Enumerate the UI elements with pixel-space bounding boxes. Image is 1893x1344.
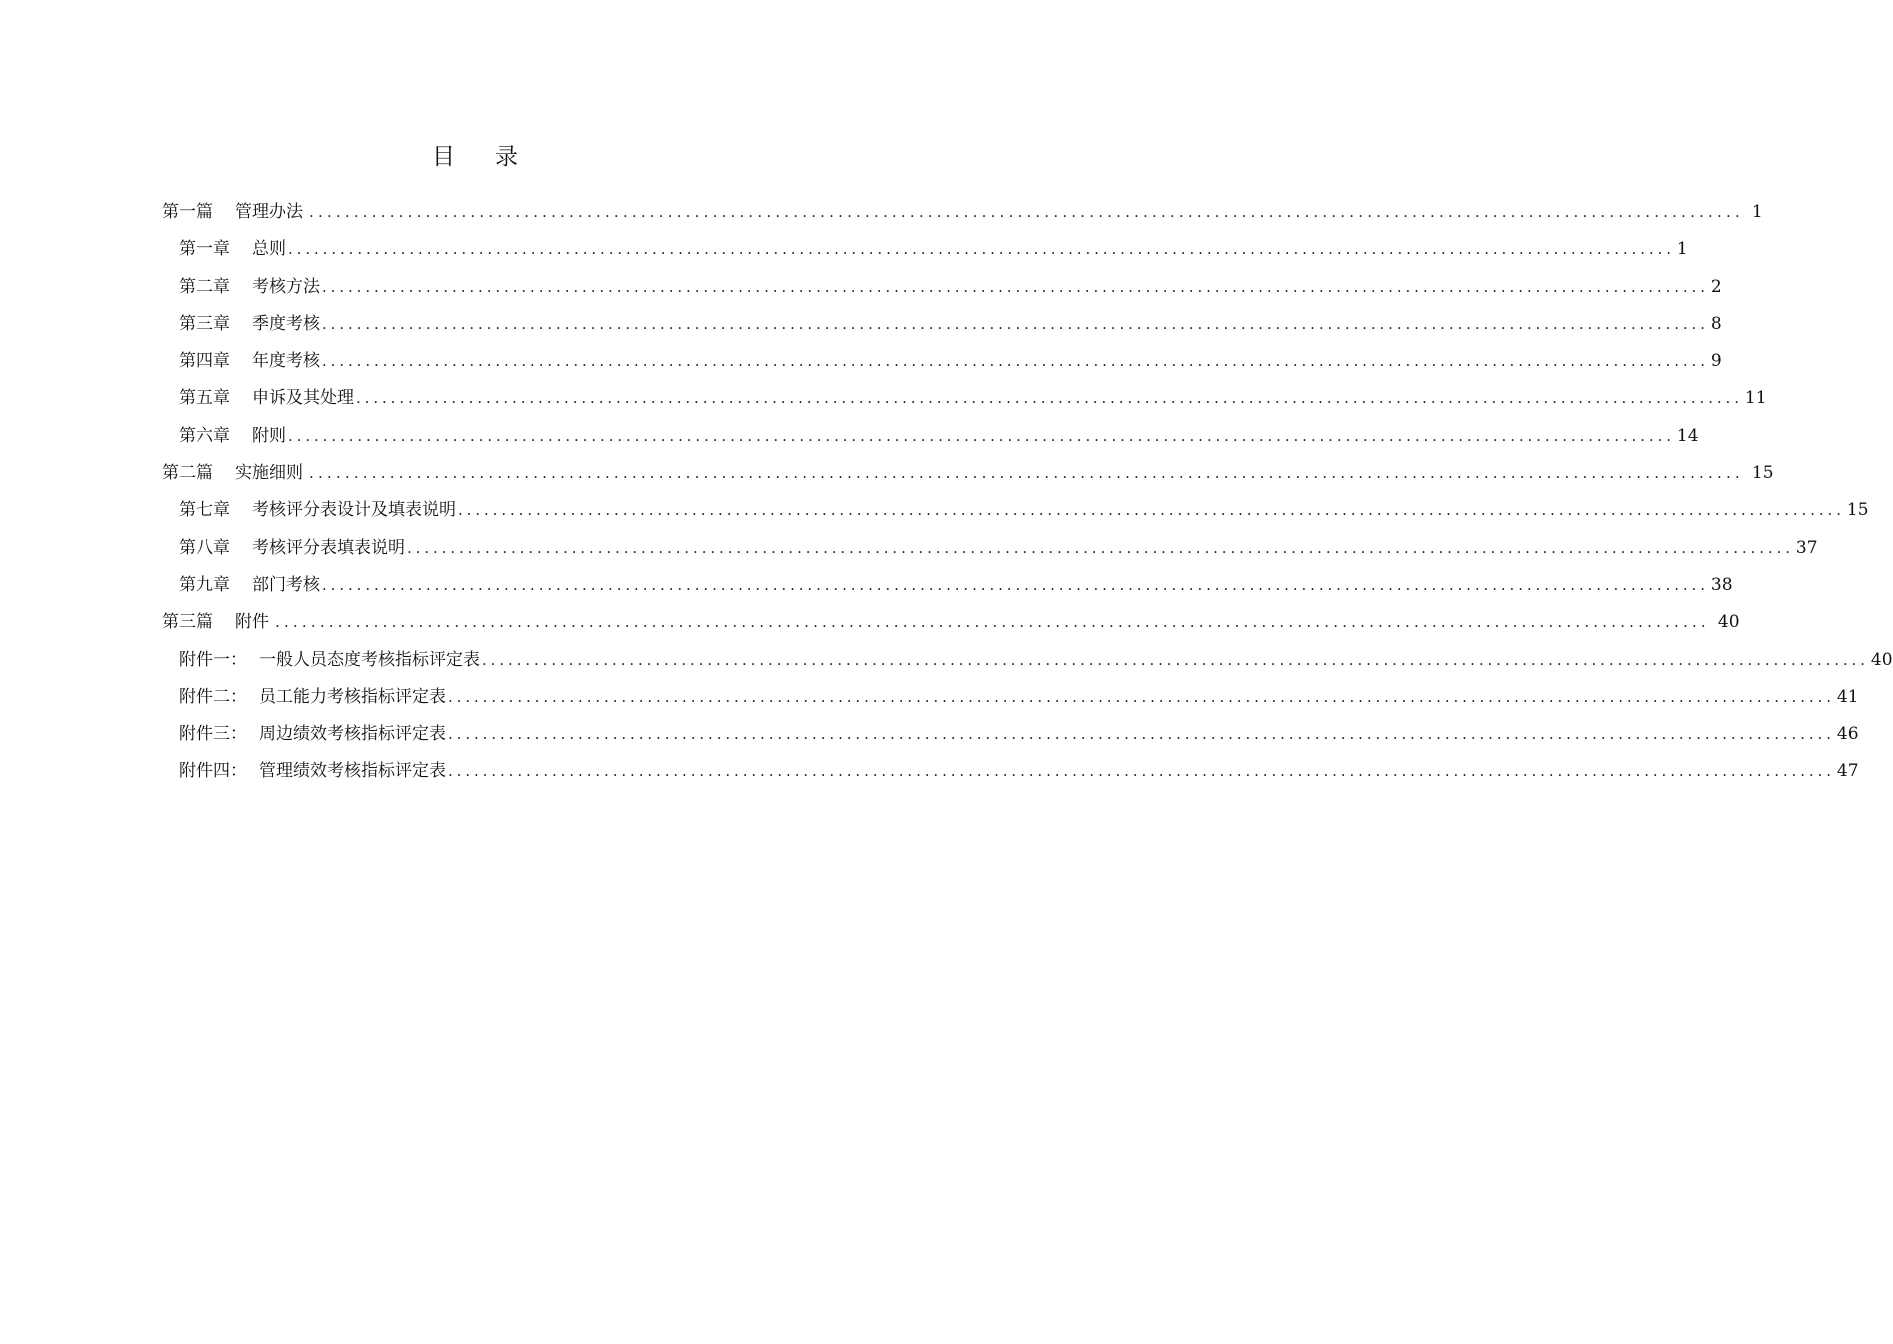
toc-entry-number: 第二章 xyxy=(179,276,230,297)
dot-leader: ................................................................................................................................................................ xyxy=(322,575,1709,594)
dot-leader: ................................................................................................................................................................ xyxy=(288,426,1675,445)
toc-entry[interactable] xyxy=(162,380,1767,417)
toc-entry-number: 第六章 xyxy=(179,425,230,446)
dot-leader: ................................................................................................................................................................ xyxy=(322,277,1709,296)
toc-entry-number: 附件一： xyxy=(179,649,247,670)
toc-entry-page: 40 xyxy=(1717,612,1740,633)
toc-list xyxy=(162,194,1893,791)
dot-leader: ................................................................................................................................................................ xyxy=(309,464,1744,483)
toc-entry[interactable] xyxy=(162,604,1740,641)
toc-title-char-2: 录 xyxy=(495,144,518,170)
toc-entry[interactable] xyxy=(162,455,1774,492)
toc-entry-number: 第九章 xyxy=(179,574,230,595)
toc-entry-page: 40 xyxy=(1870,649,1893,670)
toc-entry-page: 37 xyxy=(1795,537,1818,558)
toc-entry-number: 附件三： xyxy=(179,724,247,745)
toc-entry-label: 员工能力考核指标评定表 xyxy=(259,686,446,707)
dot-leader: ................................................................................................................................................................ xyxy=(482,650,1869,669)
toc-entry-page: 41 xyxy=(1836,686,1859,707)
toc-entry[interactable] xyxy=(162,343,1722,380)
toc-entry-number: 第五章 xyxy=(179,388,230,409)
toc-entry-page: 47 xyxy=(1836,761,1859,782)
toc-entry-page: 14 xyxy=(1676,425,1699,446)
toc-entry-number: 附件四： xyxy=(179,761,247,782)
dot-leader: ................................................................................................................................................................ xyxy=(407,538,1794,557)
toc-entry[interactable] xyxy=(162,679,1859,716)
toc-entry-number: 第三章 xyxy=(179,313,230,334)
dot-leader: ................................................................................................................................................................ xyxy=(322,314,1709,333)
toc-entry-page: 2 xyxy=(1710,276,1722,297)
toc-entry-page: 38 xyxy=(1710,574,1733,595)
toc-entry[interactable] xyxy=(162,642,1893,679)
dot-leader: ................................................................................................................................................................ xyxy=(356,389,1743,408)
toc-entry-number: 第一章 xyxy=(179,239,230,260)
toc-entry-page: 1 xyxy=(1676,239,1688,260)
dot-leader: ................................................................................................................................................................ xyxy=(458,501,1845,520)
dot-leader: ................................................................................................................................................................ xyxy=(322,352,1709,371)
toc-entry-label: 一般人员态度考核指标评定表 xyxy=(259,649,480,670)
toc-entry-number: 第三篇 xyxy=(162,612,213,633)
dot-leader: ................................................................................................................................................................ xyxy=(275,613,1710,632)
toc-entry[interactable] xyxy=(162,567,1733,604)
toc-entry-label: 附件 xyxy=(235,612,269,633)
dot-leader: ................................................................................................................................................................ xyxy=(448,725,1835,744)
toc-entry[interactable] xyxy=(162,306,1722,343)
toc-entry-number: 第八章 xyxy=(179,537,230,558)
toc-title xyxy=(0,138,950,171)
toc-entry-number: 附件二： xyxy=(179,686,247,707)
toc-entry-label: 实施细则 xyxy=(235,463,303,484)
toc-entry-label: 申诉及其处理 xyxy=(252,388,354,409)
toc-title-char-1: 目 xyxy=(432,144,455,170)
toc-entry[interactable] xyxy=(162,530,1818,567)
toc-entry-label: 年度考核 xyxy=(252,351,320,372)
toc-entry-label: 季度考核 xyxy=(252,313,320,334)
toc-entry-label: 管理办法 xyxy=(235,202,303,222)
dot-leader: ................................................................................................................................................................ xyxy=(288,240,1675,259)
toc-entry-number: 第四章 xyxy=(179,351,230,372)
toc-entry-page: 11 xyxy=(1744,388,1767,409)
toc-entry-page: 9 xyxy=(1710,351,1722,372)
toc-entry[interactable] xyxy=(162,269,1722,306)
toc-entry-label: 周边绩效考核指标评定表 xyxy=(259,724,446,745)
toc-entry-label: 考核评分表设计及填表说明 xyxy=(252,500,456,521)
dot-leader: ................................................................................................................................................................ xyxy=(448,762,1835,781)
toc-entry-page: 1 xyxy=(1751,202,1763,222)
toc-entry-label: 部门考核 xyxy=(252,574,320,595)
toc-entry-number: 第二篇 xyxy=(162,463,213,484)
toc-entry[interactable] xyxy=(162,231,1688,268)
toc-entry-page: 15 xyxy=(1751,463,1774,484)
dot-leader: ................................................................................................................................................................ xyxy=(309,203,1744,221)
toc-entry-number: 第七章 xyxy=(179,500,230,521)
toc-entry[interactable] xyxy=(162,716,1859,753)
toc-entry-page: 15 xyxy=(1846,500,1869,521)
toc-entry[interactable] xyxy=(162,492,1869,529)
dot-leader: ................................................................................................................................................................ xyxy=(448,687,1835,706)
toc-entry[interactable] xyxy=(162,194,1763,231)
toc-entry-label: 附则 xyxy=(252,425,286,446)
toc-entry[interactable] xyxy=(162,418,1699,455)
toc-entry-label: 管理绩效考核指标评定表 xyxy=(259,761,446,782)
toc-entry-label: 考核方法 xyxy=(252,276,320,297)
toc-entry-page: 46 xyxy=(1836,724,1859,745)
toc-entry-label: 考核评分表填表说明 xyxy=(252,537,405,558)
toc-entry-label: 总则 xyxy=(252,239,286,260)
toc-entry-number: 第一篇 xyxy=(162,202,213,222)
toc-entry[interactable] xyxy=(162,753,1859,790)
toc-entry-page: 8 xyxy=(1710,313,1722,334)
